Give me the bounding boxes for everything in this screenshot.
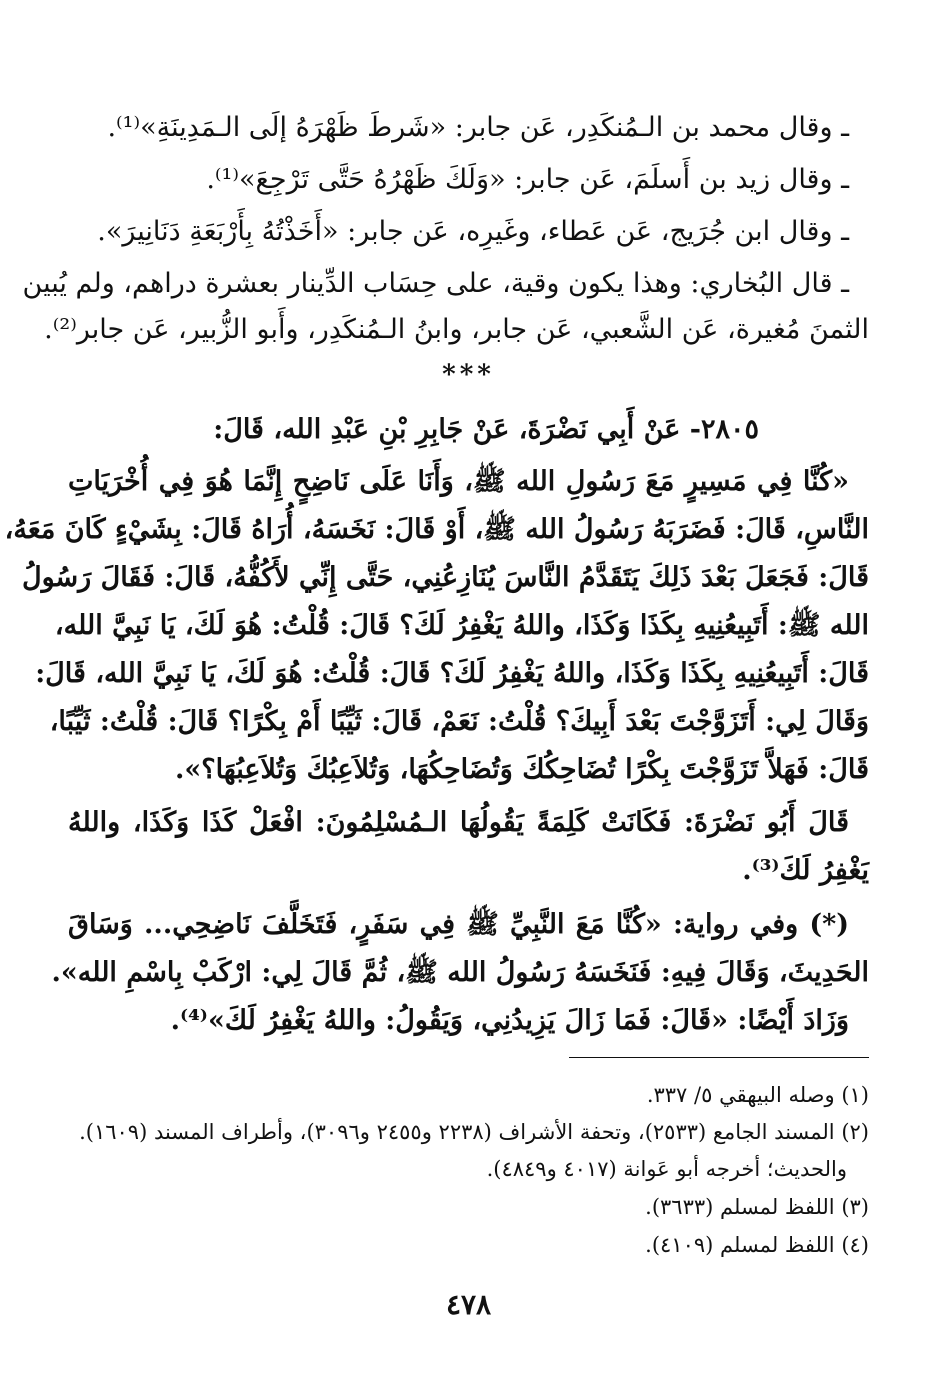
text-line: ـ وقال ابن جُرَيج، عَن عَطاء، وغَيرِه، عَن جابر: «أَخَذْتُهُ بِأَرْبَعَةِ دَنَانِيرَ». (97, 216, 849, 247)
text-line: ـ قال البُخاري: وهذا يكون وقية، على حِسَاب الدِّينار بعشرة دراهم، ولم يُبين (22, 268, 849, 299)
footnote: (١) وصله البيهقي ٥/ ٣٣٧. (646, 1083, 869, 1107)
hadith-line: النَّاسِ، قَالَ: فَضَرَبَهُ رَسُولُ الله ﷺ، أَوْ قَالَ: نَخَسَهُ، أُرَاهُ قَالَ: بِشَيْءٍ كَانَ مَعَهُ، (4, 514, 869, 545)
hadith-line: الله ﷺ: أَتَبِيعُنِيهِ بِكَذَا وَكَذَا، واللهُ يَغْفِرُ لَكَ؟ قَالَ: قُلْتُ: هُوَ لَكَ، يَا نَبِيَّ الله، (54, 610, 869, 641)
riwaya-line: الحَدِيثَ، وَقَالَ فِيهِ: فَنَخَسَهُ رَسُولُ الله ﷺ، ثُمَّ قَالَ لِي: ارْكَبْ بِاسْمِ الله». (51, 957, 869, 988)
riwaya-line: (*) وفي رواية: «كُنَّا مَعَ النَّبِيِّ ﷺ فِي سَفَرٍ، فَتَخَلَّفَ نَاضِحِي... وَسَاقَ (68, 909, 849, 940)
footnote: والحديث؛ أخرجه أبو عَوانة (٤٠١٧ و٤٨٤٩). (486, 1157, 847, 1181)
abu-nadra-line: قَالَ أَبُو نَضْرَةَ: فَكَانَتْ كَلِمَةً يَقُولُهَا الـمُسْلِمُونَ: افْعَلْ كَذَا وَكَذَا، واللهُ (68, 807, 849, 838)
riwaya-line: وَزَادَ أَيْضًا: «قَالَ: فَمَا زَالَ يَزِيدُنِي، وَيَقُولُ: واللهُ يَغْفِرُ لَكَ»⁽⁴⁾. (170, 1005, 849, 1036)
hadith-line: قَالَ: فَجَعَلَ بَعْدَ ذَلِكَ يَتَقَدَّمُ النَّاسَ يُنَازِعُنِي، حَتَّى إِنِّي لأَكُفُّهُ، قَالَ: فَقَالَ رَسُولُ (21, 562, 869, 593)
hadith-line: «كُنَّا فِي مَسِيرٍ مَعَ رَسُولِ الله ﷺ، وَأَنَا عَلَى نَاضِحٍ إِنَّمَا هُوَ فِي أُخْرَيَاتِ (68, 466, 849, 497)
hadith-heading: ٢٨٠٥- عَنْ أَبِي نَضْرَةَ، عَنْ جَابِرِ بْنِ عَبْدِ الله، قَالَ: (213, 414, 759, 445)
text-line: ـ وقال زيد بن أَسلَمَ، عَن جابر: «وَلَكَ ظَهْرُهُ حَتَّى تَرْجِعَ»⁽¹⁾. (206, 164, 849, 195)
abu-nadra-line: يَغْفِرُ لَكَ⁽³⁾. (742, 855, 869, 886)
section-separator: *** (442, 360, 495, 390)
text-line: الثمنَ مُغيرة، عَن الشَّعبي، عَن جابر، وابنُ الـمُنكَدِر، وأَبو الزُّبير، عَن جابر⁽²⁾. (44, 314, 869, 345)
footnote: (٤) اللفظ لمسلم (٤١٠٩). (645, 1233, 869, 1257)
hadith-line: قَالَ: فَهَلاَّ تَزَوَّجْتَ بِكْرًا تُضَاحِكُكَ وَتُضَاحِكُهَا، وَتُلاَعِبُكَ وَتُلاَعِبُهَا؟». (174, 754, 869, 785)
page-number: ٤٧٨ (445, 1288, 492, 1321)
hadith-line: وَقَالَ لِي: أَتَزَوَّجْتَ بَعْدَ أَبِيكَ؟ قُلْتُ: نَعَمْ، قَالَ: ثَيِّبًا أَمْ بِكْرًا؟ قَالَ: قُلْتُ: ثَيِّبًا، (49, 706, 869, 737)
footnote: (٢) المسند الجامع (٢٥٣٣)، وتحفة الأشراف (٢٢٣٨ و٢٤٥٥ و٣٠٩٦)، وأطراف المسند (١٦٠٩). (79, 1120, 869, 1144)
hadith-line: قَالَ: أَتَبِيعُنِيهِ بِكَذَا وَكَذَا، واللهُ يَغْفِرُ لَكَ؟ قَالَ: قُلْتُ: هُوَ لَكَ، يَا نَبِيَّ الله، قَالَ: (35, 658, 869, 689)
footnote: (٣) اللفظ لمسلم (٣٦٣٣). (645, 1195, 869, 1219)
text-line: ـ وقال محمد بن الـمُنكَدِر، عَن جابر: «شَرطَ ظَهْرَهُ إلَى الـمَدِينَةِ»⁽¹⁾. (107, 112, 849, 143)
footnote-divider (569, 1057, 869, 1058)
